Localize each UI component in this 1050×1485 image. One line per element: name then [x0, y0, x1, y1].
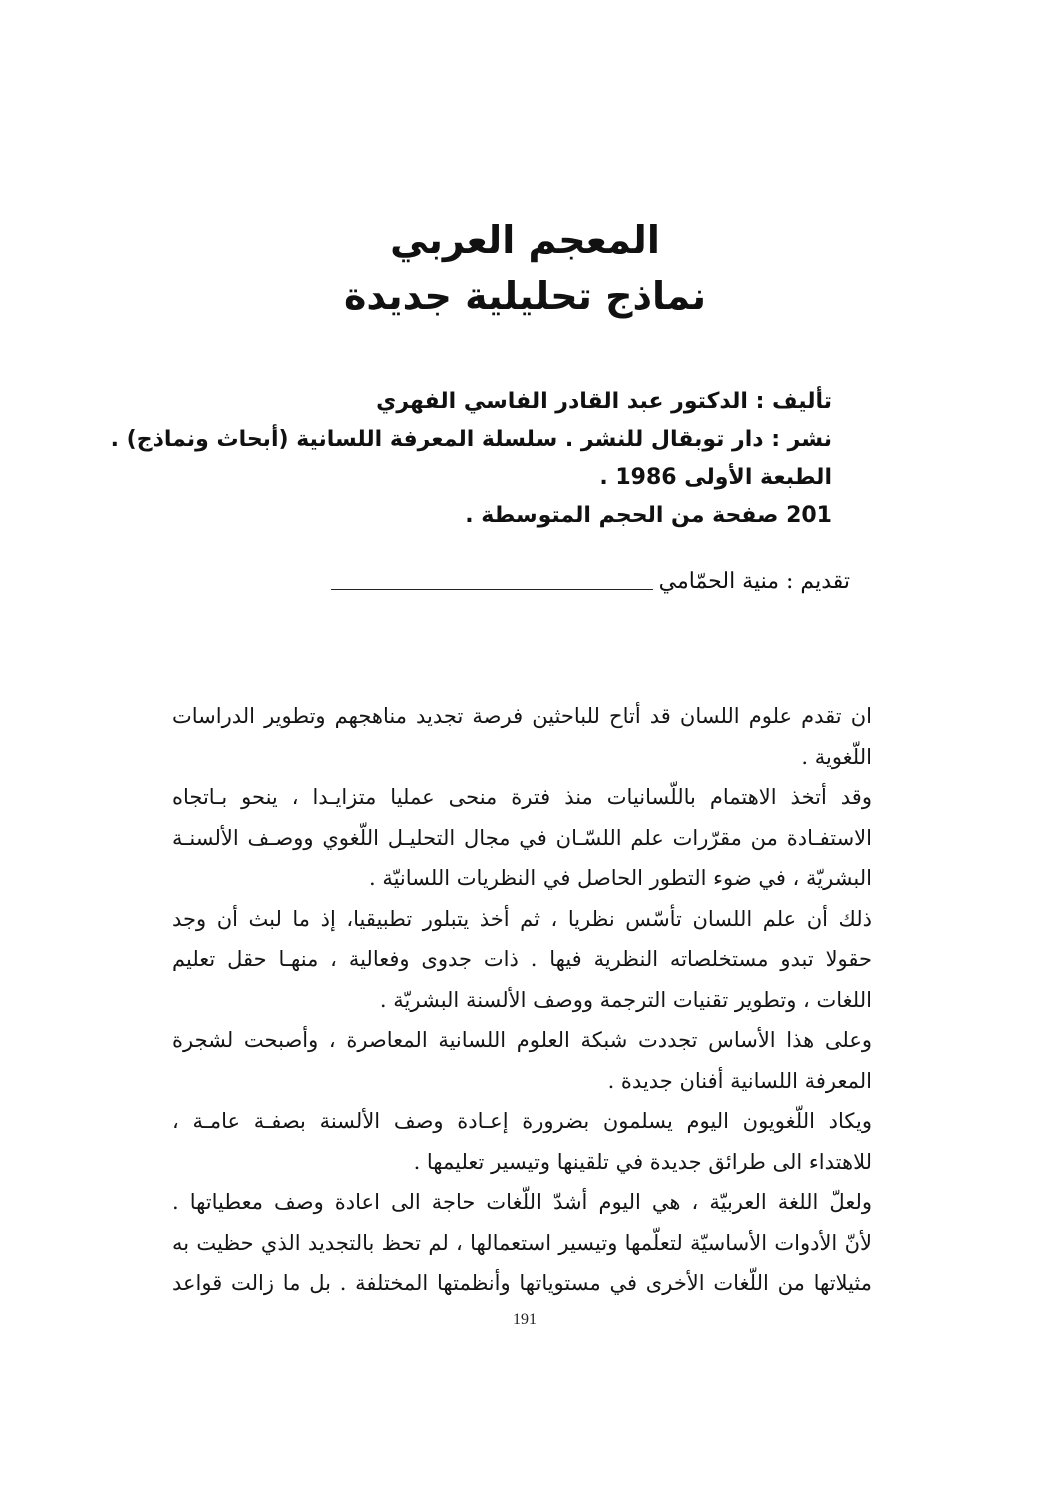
body-line: حقولا تبدو مستخلصاته النظرية فيها . ذات جدوى وفعالية ، منهـا حقل تعليم	[172, 947, 872, 971]
body-line: وعلى هذا الأساس تجددت شبكة العلوم اللسانية المعاصرة ، وأصبحت لشجرة	[172, 1028, 872, 1052]
presenter-divider	[331, 589, 653, 590]
review-body	[172, 696, 872, 1304]
page-number: 191	[513, 1311, 537, 1328]
body-line: ذلك أن علم اللسان تأسّس نظريا ، ثم أخذ يتبلور تطبيقيا، إذ ما لبث أن وجد	[172, 906, 872, 931]
presenter-row	[331, 562, 850, 602]
body-line: وقد أتخذ الاهتمام باللّسانيات منذ فترة منحى عمليا متزايـدا ، ينحو بـاتجاه	[172, 785, 872, 809]
body-line: للاهتداء الى طرائق جديدة في تلقينها وتيسير تعليمها .	[413, 1149, 872, 1174]
book-title-subtitle: نماذج تحليلية جديدة	[343, 274, 707, 318]
body-line: اللغات ، وتطوير تقنيات الترجمة ووصف الألسنة البشريّة .	[379, 987, 872, 1012]
book-title-main: المعجم العربي	[390, 218, 660, 262]
body-line: لأنّ الأدوات الأساسيّة لتعلّمها وتيسير استعمالها ، لم تحظ بالتجديد الذي حظيت به	[172, 1230, 872, 1255]
body-line: ان تقدم علوم اللسان قد أتاح للباحثين فرصة تجديد مناهجهم وتطوير الدراسات	[172, 704, 872, 728]
body-line: البشريّة ، في ضوء التطور الحاصل في النظريات اللسانيّة .	[368, 866, 872, 890]
presenter-credit: تقديم : منية الحمّامي	[658, 569, 850, 594]
body-line: اللّغوية .	[801, 744, 872, 769]
book-title	[0, 212, 1050, 324]
body-line: ويكاد اللّغويون اليوم يسلمون بضرورة إعـادة وصف الألسنة بصفـة عامـة ،	[172, 1109, 872, 1133]
author-line: تأليف : الدكتور عبد القادر الفاسي الفهري	[376, 389, 832, 414]
body-line: مثيلاتها من اللّغات الأخرى في مستوياتها وأنظمتها المختلفة . بل ما زالت قواعد	[172, 1271, 872, 1295]
book-metadata	[110, 383, 832, 535]
page-count-line: 201 صفحة من الحجم المتوسطة .	[465, 503, 832, 528]
body-line: المعرفة اللسانية أفنان جديدة .	[607, 1068, 872, 1093]
body-line: ولعلّ اللغة العربيّة ، هي اليوم أشدّ اللّغات حاجة الى اعادة وصف معطياتها .	[172, 1190, 872, 1214]
body-line: الاستفـادة من مقرّرات علم اللسّـان في مجال التحليـل اللّغوي ووصـف الألسنـة	[172, 825, 872, 850]
publisher-line: نشر : دار توبقال للنشر . سلسلة المعرفة اللسانية (أبحاث ونماذج) .	[110, 427, 832, 452]
edition-line: الطبعة الأولى 1986 .	[599, 465, 832, 490]
